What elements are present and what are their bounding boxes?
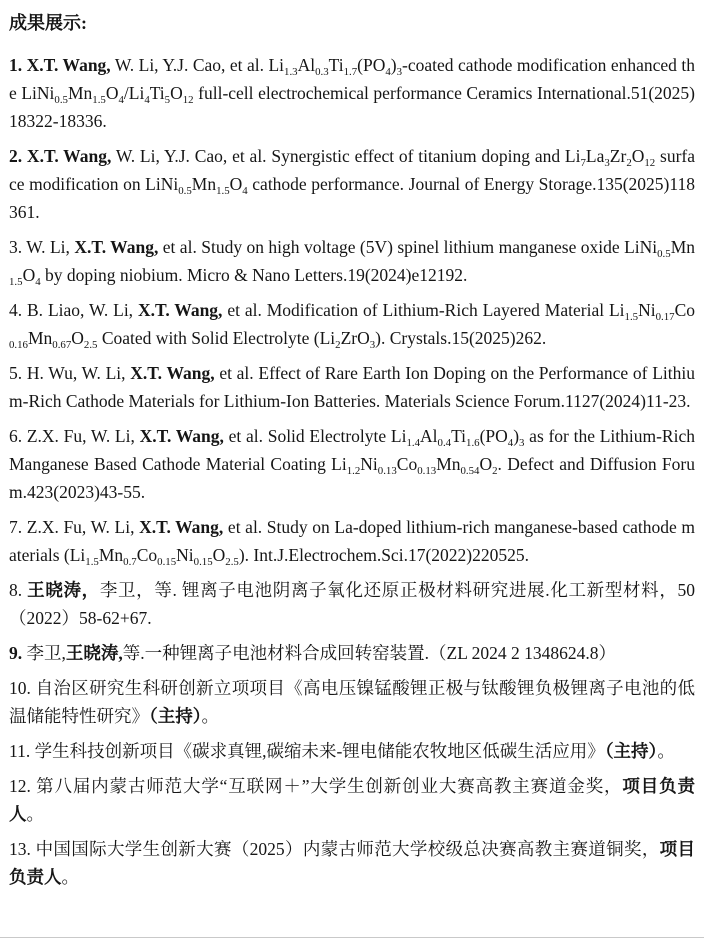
text-run: 4. B. Liao, W. Li, — [9, 300, 138, 320]
formula-subscript: 0.67 — [52, 339, 72, 351]
text-run: 。 — [26, 804, 44, 824]
text-run: Ni — [360, 454, 378, 474]
text-run: O — [479, 454, 493, 474]
text-run: 3. W. Li, — [9, 237, 75, 257]
bold-text-run: 王晓涛, — [65, 643, 123, 663]
text-run: (PO — [357, 55, 386, 75]
formula-subscript: 3 — [369, 339, 376, 351]
page-bottom-divider — [0, 937, 704, 938]
formula-subscript: 0.4 — [437, 437, 452, 449]
text-run: ) — [513, 426, 520, 446]
text-run: et al. Study on high voltage (5V) spinel lithium manganese oxide LiNi — [158, 237, 658, 257]
text-run: 6. Z.X. Fu, W. Li, — [9, 426, 140, 446]
text-run: Mn — [27, 328, 53, 348]
text-run: 李卫, — [26, 643, 66, 663]
formula-subscript: 0.16 — [9, 339, 28, 351]
text-run: Coated with Solid Electrolyte (Li — [97, 328, 336, 348]
text-run: La — [585, 146, 605, 166]
text-run: /Li — [123, 83, 145, 103]
formula-subscript: 1.7 — [343, 66, 358, 78]
text-run: Ni — [176, 545, 194, 565]
text-run: . Defect and Diffusion Forum.423(2023)43-55. — [9, 454, 695, 502]
text-run: ) — [390, 55, 397, 75]
formula-subscript: 0.54 — [460, 465, 480, 477]
text-run: Mn — [98, 545, 124, 565]
formula-subscript: 5 — [164, 94, 171, 106]
formula-subscript: 0.13 — [417, 465, 437, 477]
text-run: ). Int.J.Electrochem.Sci.17(2022)220525. — [238, 545, 529, 565]
award-item-12 — [9, 772, 695, 828]
text-run: et al. Solid Electrolyte Li — [223, 426, 407, 446]
publication-item-4 — [9, 296, 695, 352]
formula-subscript: 0.15 — [157, 556, 177, 568]
formula-subscript: 1.6 — [466, 437, 480, 449]
bold-text-run: （主持） — [604, 741, 658, 761]
bold-text-run: 2. X.T. Wang, — [9, 146, 112, 166]
formula-subscript: 1.5 — [92, 94, 106, 106]
text-run: O — [105, 83, 119, 103]
formula-subscript: 0.5 — [657, 248, 671, 260]
bold-text-run: 9. — [9, 643, 27, 663]
formula-subscript: 3 — [604, 157, 610, 169]
formula-subscript: 4 — [35, 276, 41, 288]
text-run: O — [631, 146, 645, 166]
publication-item-3 — [9, 233, 695, 289]
formula-subscript: 2.5 — [83, 339, 98, 351]
formula-subscript: 4 — [144, 94, 150, 106]
formula-subscript: 1.5 — [85, 556, 99, 568]
text-run: Ti — [451, 426, 467, 446]
text-run: Co — [396, 454, 418, 474]
bold-text-run: 项目负责人 — [9, 776, 695, 824]
text-run: et al. Modification of Lithium-Rich Layered Material Li — [222, 300, 625, 320]
formula-subscript: 1.5 — [216, 185, 230, 197]
text-run: 等.一种锂离子电池材料合成回转窑装置.（ZL 2024 2 1348624.8） — [122, 643, 616, 663]
bold-text-run: 王晓涛， — [27, 580, 100, 600]
page-title: 成果展示: — [9, 13, 87, 33]
formula-subscript: 2 — [492, 465, 498, 477]
formula-subscript: 2 — [626, 157, 632, 169]
bold-text-run: X.T. Wang, — [130, 363, 215, 383]
bold-text-run: X.T. Wang, — [74, 237, 159, 257]
patent-item-9 — [9, 639, 695, 667]
text-run: Mn — [191, 174, 217, 194]
formula-subscript: 1.5 — [9, 276, 23, 288]
formula-subscript: 4 — [507, 437, 514, 449]
publication-item-7 — [9, 513, 695, 569]
formula-subscript: 0.17 — [655, 311, 675, 323]
formula-subscript: 2 — [335, 339, 341, 351]
formula-subscript: 12 — [182, 94, 194, 106]
project-item-10 — [9, 674, 695, 730]
text-run: Ni — [638, 300, 656, 320]
text-run: surface modification on LiNi — [9, 146, 696, 194]
publication-item-2 — [9, 142, 695, 226]
text-run: -coated cathode modification enhanced the LiNi — [9, 55, 695, 103]
formula-subscript: 4 — [242, 185, 248, 197]
text-run: 5. H. Wu, W. Li, — [9, 363, 131, 383]
text-run: (PO — [479, 426, 508, 446]
text-run: Mn — [670, 237, 695, 257]
text-run: 8. — [9, 580, 28, 600]
bold-text-run: X.T. Wang, — [139, 517, 224, 537]
text-run: Ti — [149, 83, 165, 103]
formula-subscript: 0.7 — [123, 556, 137, 568]
text-run: O — [170, 83, 183, 103]
formula-subscript: 3 — [396, 66, 403, 78]
formula-subscript: 1.5 — [624, 311, 639, 323]
text-run: Al — [297, 55, 316, 75]
publication-item-1 — [9, 51, 695, 135]
formula-subscript: 1.2 — [346, 465, 361, 477]
formula-subscript: 0.5 — [54, 94, 68, 106]
text-run: W. Li, Y.J. Cao, et al. Synergistic effect of titanium doping and Li — [111, 146, 581, 166]
text-run: ZrO — [340, 328, 370, 348]
formula-subscript: 1.3 — [284, 66, 298, 78]
text-run: by doping niobium. Micro & Nano Letters.19(2024)e12192. — [40, 265, 468, 285]
text-run: O — [212, 545, 226, 565]
text-run: W. Li, Y.J. Cao, et al. Li — [110, 55, 285, 75]
text-run: cathode performance. Journal of Energy Storage.135(2025)118361. — [9, 174, 695, 222]
text-run: Mn — [67, 83, 93, 103]
text-run: 。 — [657, 741, 675, 761]
text-run: 13. 中国国际大学生创新大赛（2025）内蒙古师范大学校级总决赛高教主赛道铜奖， — [9, 839, 660, 859]
publication-item-5 — [9, 359, 695, 415]
text-run: et al. Effect of Rare Earth Ion Doping on the Performance of Lithium-Rich Cathode Materials for Lithium-Ion Batteries. Materials Science Forum.1127(2024)11-23. — [9, 363, 695, 411]
text-run: 12. 第八届内蒙古师范大学“互联网＋”大学生创新创业大赛高教主赛道金奖， — [9, 776, 623, 796]
formula-subscript: 0.15 — [193, 556, 213, 568]
award-item-13 — [9, 835, 695, 891]
formula-subscript: 4 — [385, 66, 391, 78]
text-run: ). Crystals.15(2025)262. — [375, 328, 547, 348]
bold-text-run: X.T. Wang, — [139, 426, 224, 446]
bold-text-run: 1. X.T. Wang, — [9, 55, 111, 75]
text-run: Co — [136, 545, 158, 565]
text-run: 7. Z.X. Fu, W. Li, — [9, 517, 140, 537]
publication-item-8 — [9, 576, 695, 632]
text-run: O — [71, 328, 84, 348]
formula-subscript: 7 — [580, 157, 586, 169]
text-run: Zr — [609, 146, 627, 166]
text-run: 11. 学生科技创新项目《碳求真锂,碳缩未来-锂电储能农牧地区低碳生活应用》 — [9, 741, 605, 761]
text-run: 。 — [61, 867, 79, 887]
bold-text-run: （主持） — [149, 706, 202, 726]
publication-item-6 — [9, 422, 695, 506]
text-run: Ti — [328, 55, 344, 75]
project-item-11 — [9, 737, 695, 765]
text-run: as for the Lithium-Rich Manganese Based Cathode Material Coating Li — [9, 426, 695, 474]
text-run: O — [22, 265, 36, 285]
text-run: 10. 自治区研究生科研创新立项项目《高电压镍锰酸锂正极与钛酸锂负极锂离子电池的低温储能特性研究》 — [9, 678, 695, 726]
bold-text-run: X.T. Wang, — [137, 300, 223, 320]
text-run: Al — [420, 426, 438, 446]
formula-subscript: 0.5 — [178, 185, 192, 197]
text-run: full-cell electrochemical performance Ceramics International.51(2025)18322-18336. — [9, 83, 695, 131]
formula-subscript: 4 — [118, 94, 124, 106]
text-run: 李卫，等. 锂离子电池阴离子氧化还原正极材料研究进展.化工新型材料，50（2022）58-62+67. — [9, 580, 696, 628]
formula-subscript: 0.3 — [315, 66, 329, 78]
text-run: Mn — [436, 454, 461, 474]
formula-subscript: 0.13 — [377, 465, 397, 477]
text-run: 。 — [201, 706, 219, 726]
formula-subscript: 2.5 — [225, 556, 239, 568]
text-run: et al. Study on La-doped lithium-rich manganese-based cathode materials (Li — [9, 517, 695, 565]
formula-subscript: 12 — [644, 157, 656, 169]
formula-subscript: 3 — [519, 437, 525, 449]
formula-subscript: 1.4 — [406, 437, 421, 449]
text-run: Co — [674, 300, 696, 320]
bold-text-run: 项目负责人 — [9, 839, 696, 887]
text-run: O — [229, 174, 243, 194]
